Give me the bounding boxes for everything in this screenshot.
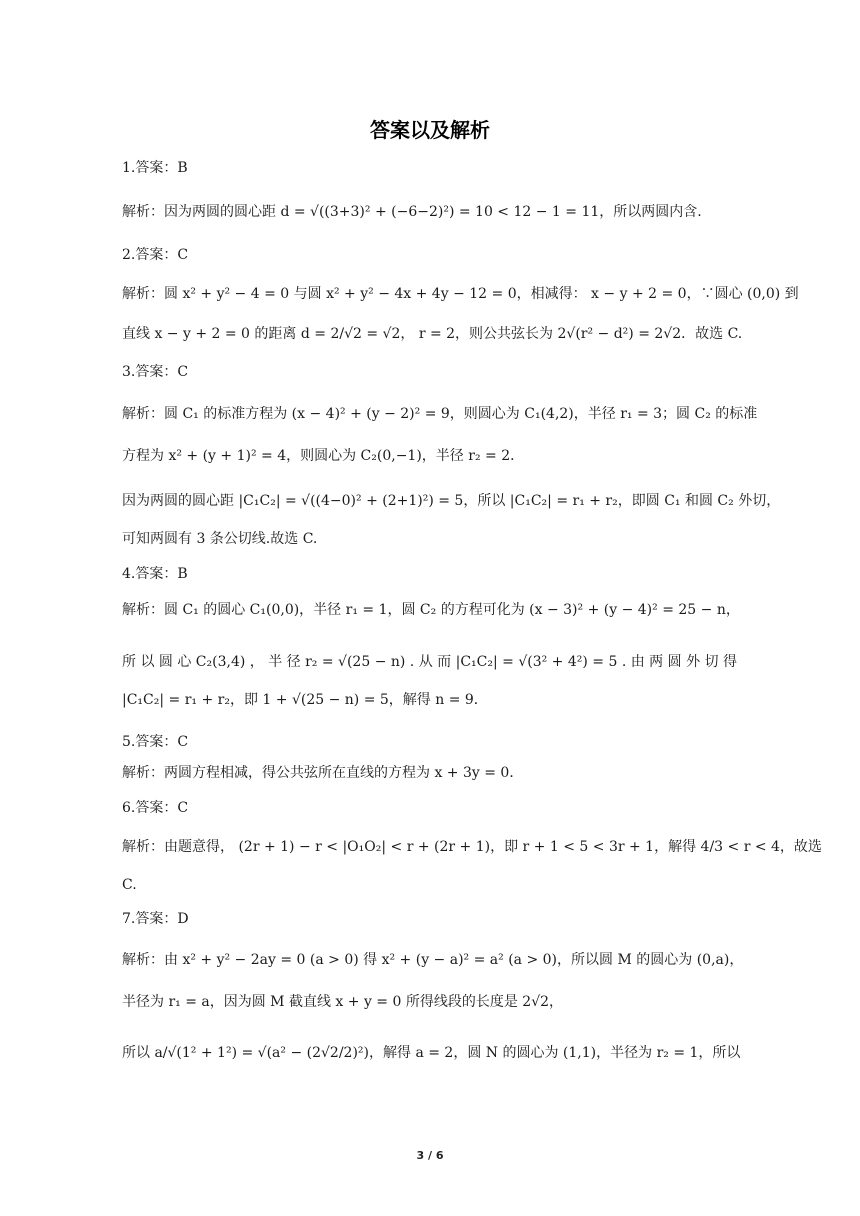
explanation-line-6a: 解析：由题意得， (2r + 1) − r < |O₁O₂| < r + (2r + 1)，即 r + 1 < 5 < 3r + 1，解得 4/3 < r < 4，故选 <box>122 839 822 855</box>
explanation-line-4c: |C₁C₂| = r₁ + r₂，即 1 + √(25 − n) = 5，解得 n = 9． <box>122 692 488 708</box>
explanation-line-3a: 解析：圆 C₁ 的标准方程为 (x − 4)² + (y − 2)² = 9，则圆心为 C₁(4,2)，半径 r₁ = 3；圆 C₂ 的标准 <box>122 406 758 422</box>
answer-label-6: 6.答案：C <box>122 800 189 816</box>
explanation-line-3d: 可知两圆有 3 条公切线.故选 C. <box>122 531 318 547</box>
page-number: 3 / 6 <box>416 1149 444 1162</box>
explanation-line-7a: 解析：由 x² + y² − 2ay = 0 (a > 0) 得 x² + (y − a)² = a² (a > 0)，所以圆 M 的圆心为 (0,a)， <box>122 952 744 968</box>
explanation-line-7c: 所以 a/√(1² + 1²) = √(a² − (2√2/2)²)，解得 a = 2，圆 N 的圆心为 (1,1)，半径为 r₂ = 1，所以 <box>122 1045 741 1061</box>
page-title: 答案以及解析 <box>370 118 490 142</box>
explanation-line-1: 解析：因为两圆的圆心距 d = √((3+3)² + (−6−2)²) = 10 < 12 − 1 = 11，所以两圆内含. <box>122 204 702 220</box>
explanation-line-5: 解析：两圆方程相减，得公共弦所在直线的方程为 x + 3y = 0． <box>122 765 524 781</box>
answer-label-5: 5.答案：C <box>122 734 189 750</box>
answer-label-7: 7.答案：D <box>122 911 189 927</box>
explanation-line-7b: 半径为 r₁ = a，因为圆 M 截直线 x + y = 0 所得线段的长度是 2√2， <box>122 994 564 1010</box>
explanation-line-3c: 因为两圆的圆心距 |C₁C₂| = √((4−0)² + (2+1)²) = 5，所以 |C₁C₂| = r₁ + r₂，即圆 C₁ 和圆 C₂ 外切， <box>122 493 781 509</box>
explanation-line-6b: C. <box>122 877 137 893</box>
explanation-line-2b: 直线 x − y + 2 = 0 的距离 d = 2/√2 = √2， r = 2，则公共弦长为 2√(r² − d²) = 2√2．故选 C. <box>122 326 743 342</box>
answer-label-1: 1.答案：B <box>122 160 188 176</box>
explanation-line-4b: 所 以 圆 心 C₂(3,4) ， 半 径 r₂ = √(25 − n) . 从 而 |C₁C₂| = √(3² + 4²) = 5 . 由 两 圆 外 切 得 <box>122 654 737 670</box>
answer-label-3: 3.答案：C <box>122 364 189 380</box>
answer-label-4: 4.答案：B <box>122 566 188 582</box>
answer-label-2: 2.答案：C <box>122 247 189 263</box>
explanation-line-2a: 解析：圆 x² + y² − 4 = 0 与圆 x² + y² − 4x + 4y − 12 = 0，相减得： x − y + 2 = 0，∵圆心 (0,0) 到 <box>122 286 799 302</box>
explanation-line-3b: 方程为 x² + (y + 1)² = 4，则圆心为 C₂(0,−1)，半径 r₂ = 2． <box>122 448 525 464</box>
explanation-line-4a: 解析：圆 C₁ 的圆心 C₁(0,0)，半径 r₁ = 1，圆 C₂ 的方程可化为 (x − 3)² + (y − 4)² = 25 − n， <box>122 602 740 618</box>
